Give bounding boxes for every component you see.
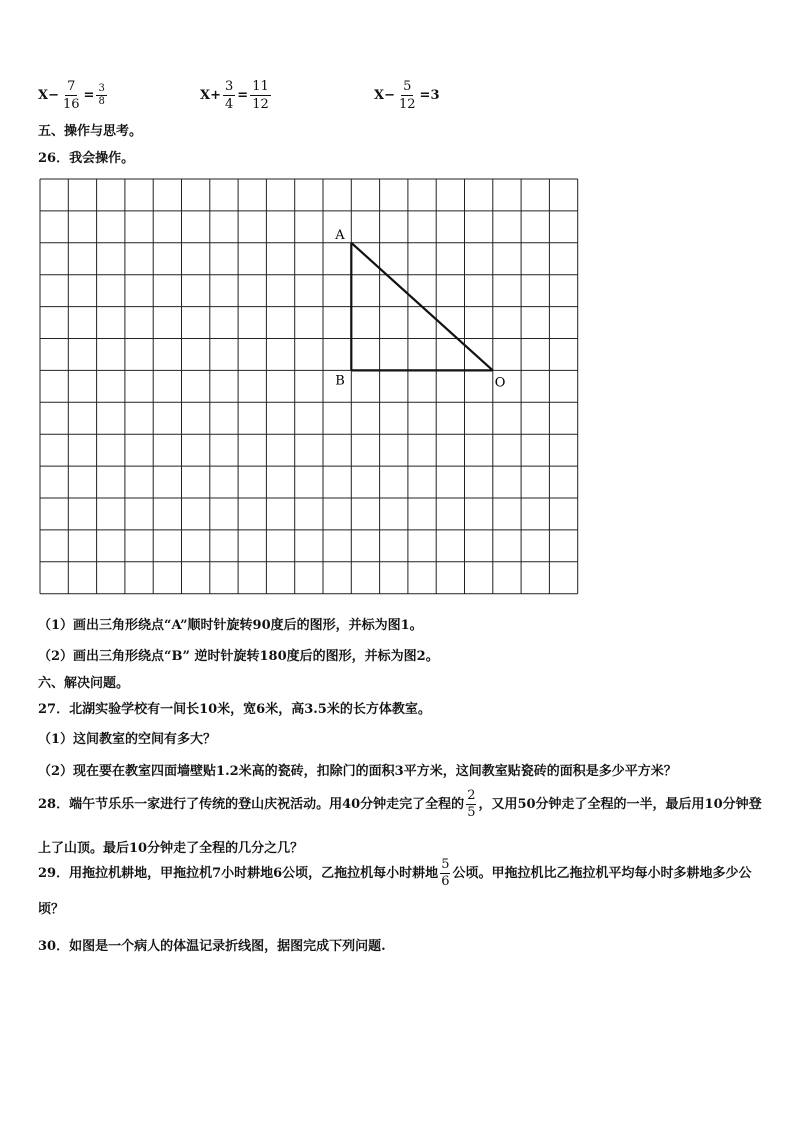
- question-26: 26．我会操作。: [38, 151, 135, 166]
- eq2-var: X: [200, 88, 211, 103]
- eq1-rhs-fraction: $\frac{3}{8}$: [98, 83, 105, 107]
- eq2-rhs-fraction: $\frac{11}{12}$: [252, 79, 269, 112]
- point-label-o: O: [494, 375, 506, 391]
- question-26-part-2: （2）画出三角形绕点“B” 逆时针旋转180度后的图形，并标为图2。: [38, 649, 439, 664]
- eq3-var: X: [374, 88, 385, 103]
- eq2-equals: =: [237, 88, 249, 103]
- question-29: 29．用拖拉机耕地，甲拖拉机7小时耕地6公顷，乙拖拉机每小时耕地 $\frac{5}{6}$ 公顷。甲拖拉机比乙拖拉机平均每小时多耕地多少公顷？: [38, 857, 752, 917]
- question-27-part-1: （1）这间教室的空间有多大？: [38, 732, 217, 747]
- section-5-heading: 五、操作与思考。: [38, 124, 143, 139]
- eq3-rhs: 3: [430, 88, 440, 103]
- q28-fraction: $\frac{2}{5}$: [467, 788, 476, 820]
- question-27-part-2: （2）现在要在教室四面墙壁贴1.2米高的瓷砖，扣除门的面积3平方米，这间教室贴瓷砖的面积是多少平方米？: [38, 764, 677, 779]
- question-26-part-1: （1）画出三角形绕点“A”顺时针旋转90度后的图形，并标为图1。: [38, 618, 423, 633]
- eq1-var: X: [38, 88, 49, 103]
- eq3-op: −: [384, 88, 395, 103]
- eq2-fraction: $\frac{3}{4}$: [225, 79, 234, 112]
- eq1-op: −: [48, 88, 59, 103]
- eq1-equals: =: [83, 88, 95, 103]
- point-label-a: A: [335, 227, 345, 243]
- section-6-heading: 六、解决问题。: [38, 676, 130, 691]
- eq3-equals: =: [419, 88, 431, 103]
- question-28: 28．端午节乐乐一家进行了传统的登山庆祝活动。用40分钟走完了全程的 $\frac{2}{5}$ ，又用50分钟走了全程的一半，最后用10分钟登上了山顶。最后10分钟走了全程的几分之几？: [38, 788, 762, 856]
- eq2-op: +: [210, 88, 221, 103]
- question-30: 30．如图是一个病人的体温记录折线图，据图完成下列问题.: [38, 939, 386, 954]
- eq3-fraction: $\frac{5}{12}$: [399, 79, 416, 112]
- q29-fraction: $\frac{5}{6}$: [441, 857, 450, 889]
- eq1-fraction: $\frac{7}{16}$: [63, 79, 80, 112]
- point-label-b: B: [335, 373, 345, 389]
- question-27: 27．北湖实验学校有一间长10米，宽6米，高3.5米的长方体教室。: [38, 702, 431, 717]
